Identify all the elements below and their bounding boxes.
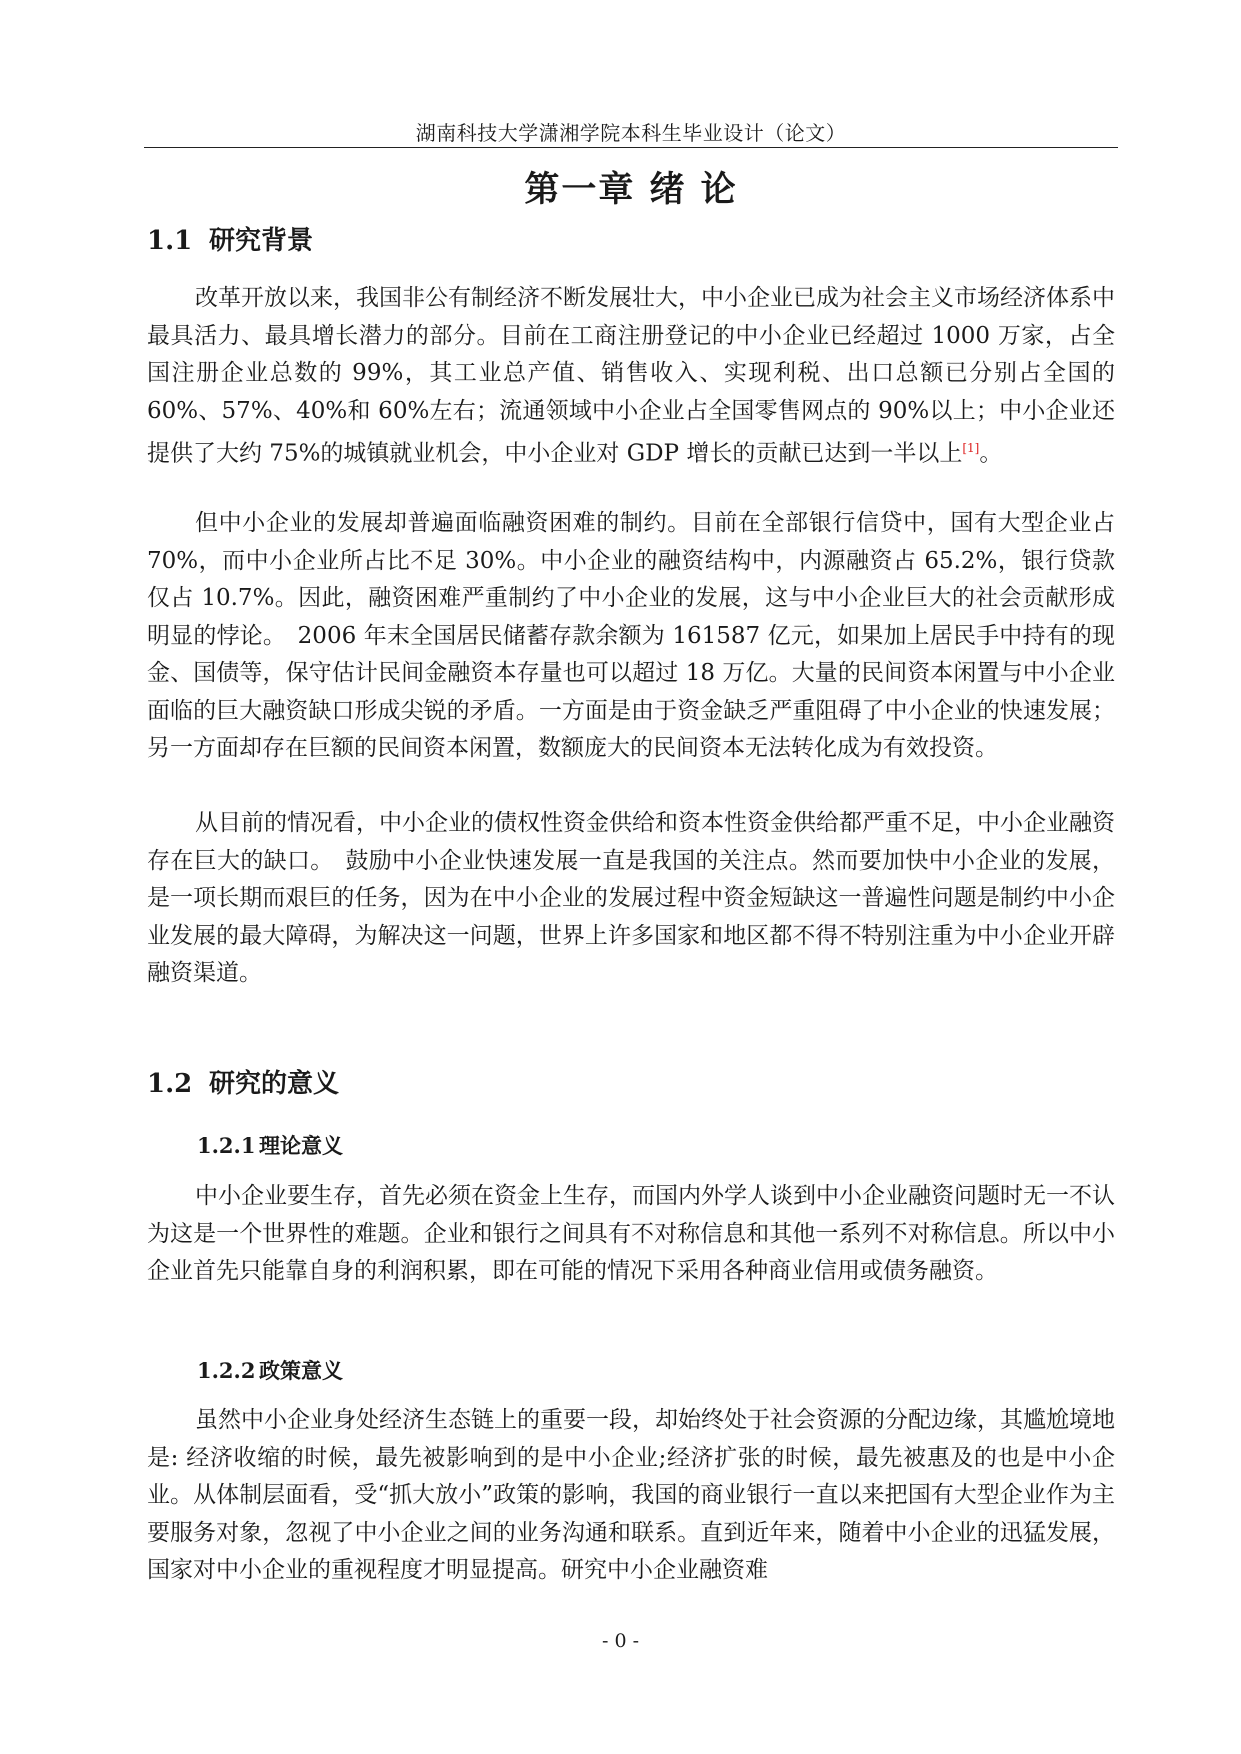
subsection-heading-1-2-2	[197, 1355, 343, 1385]
section-title: 研究的意义	[209, 1069, 340, 1099]
paragraph-text: 中小企业要生存，首先必须在资金上生存，而国内外学人谈到中小企业融资问题时无一不认为这是一个世界性的难题。企业和银行之间具有不对称信息和其他一系列不对称信息。所以中小企业首先只能靠自身的利润积累，即在可能的情况下采用各种商业信用或债务融资。	[147, 1183, 1115, 1284]
subsection-heading-1-2-1	[197, 1130, 343, 1160]
citation-link[interactable]: [1]	[962, 441, 980, 455]
paragraph-text: 虽然中小企业身处经济生态链上的重要一段，却始终处于社会资源的分配边缘，其尴尬境地是: 经济收缩的时候，最先被影响到的是中小企业;经济扩张的时候，最先被惠及的也是中小企业。从体制层面看，受“抓大放小”政策的影响，我国的商业银行一直以来把国有大型企业作为主要服务对象，忽视了中小企业之间的业务沟通和联系。直到近年来，随着中小企业的迅猛发展，国家对中小企业的重视程度才明显提高。研究中小企业融资难	[147, 1407, 1115, 1583]
paragraph-background-2	[147, 505, 1115, 768]
section-number: 1.1	[147, 226, 193, 256]
section-heading-1-1	[147, 220, 313, 257]
page-number: - 0 -	[601, 1630, 639, 1652]
header-title: 湖南科技大学潇湘学院本科生毕业设计（论文）	[415, 121, 847, 145]
paragraph-theory	[147, 1178, 1115, 1291]
subsection-number: 1.2.1	[197, 1133, 256, 1158]
paragraph-text: 改革开放以来，我国非公有制经济不断发展壮大，中小企业已成为社会主义市场经济体系中最具活力、最具增长潜力的部分。目前在工商注册登记的中小企业已经超过 1000 万家，占全国注册企业总数的 99%，其工业总产值、销售收入、实现利税、出口总额已分别占全国的 60%、57%、40%和 60%左右；流通领域中小企业占全国零售网点的 90%以上；中小企业还提供了大约 75%的城镇就业机会，中小企业对 GDP 增长的贡献已达到一半以上	[147, 285, 1115, 467]
paragraph-policy	[147, 1402, 1115, 1590]
paragraph-background-1	[147, 280, 1115, 473]
subsection-title: 理论意义	[259, 1133, 343, 1158]
paragraph-text: 从目前的情况看，中小企业的债权性资金供给和资本性资金供给都严重不足，中小企业融资存在巨大的缺口。 鼓励中小企业快速发展一直是我国的关注点。然而要加快中小企业的发展，是一项长期而艰巨的任务，因为在中小企业的发展过程中资金短缺这一普遍性问题是制约中小企业发展的最大障碍，为解决这一问题，世界上许多国家和地区都不得不特别注重为中小企业开辟融资渠道。	[147, 810, 1115, 986]
section-title: 研究背景	[209, 226, 314, 256]
subsection-title: 政策意义	[259, 1358, 343, 1383]
paragraph-tail: 。	[979, 440, 1003, 467]
header-rule	[144, 147, 1118, 148]
paragraph-background-3	[147, 805, 1115, 993]
paragraph-text: 但中小企业的发展却普遍面临融资困难的制约。目前在全部银行信贷中，国有大型企业占 70%，而中小企业所占比不足 30%。中小企业的融资结构中，内源融资占 65.2%，银行贷款仅占 10.7%。因此，融资困难严重制约了中小企业的发展，这与中小企业巨大的社会贡献形成明显的悖论。 2006 年末全国居民储蓄存款余额为 161587 亿元，如果加上居民手中持有的现金、国债等，保守估计民间金融资本存量也可以超过 18 万亿。大量的民间资本闲置与中小企业面临的巨大融资缺口形成尖锐的矛盾。一方面是由于资金缺乏严重阻碍了中小企业的快速发展；另一方面却存在巨额的民间资本闲置，数额庞大的民间资本无法转化成为有效投资。	[147, 510, 1115, 761]
subsection-number: 1.2.2	[197, 1358, 256, 1383]
chapter-title: 第一章 绪 论	[524, 169, 738, 210]
section-number: 1.2	[147, 1069, 193, 1099]
section-heading-1-2	[147, 1063, 339, 1100]
